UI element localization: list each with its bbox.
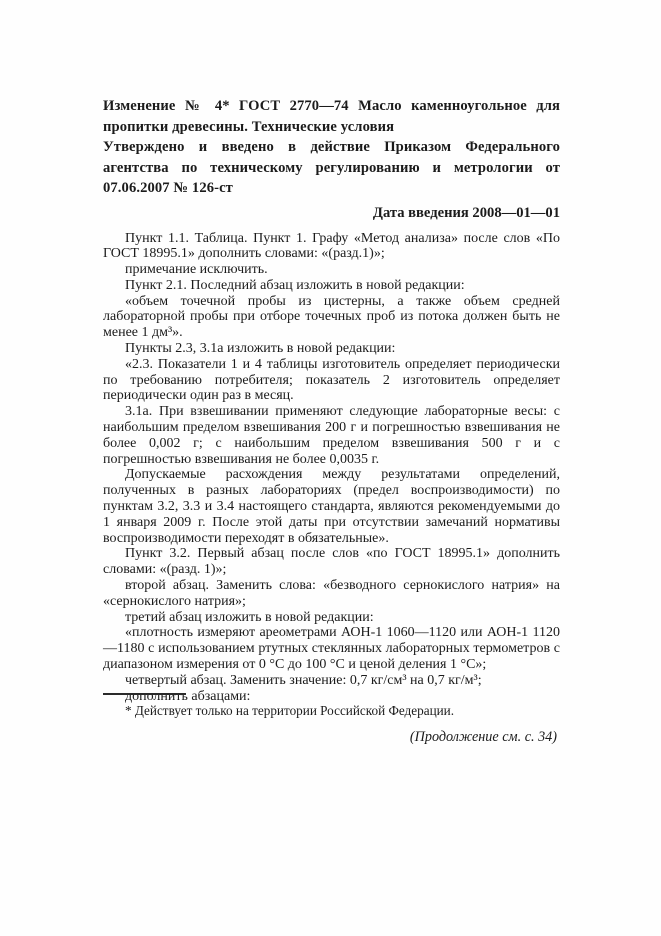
body-paragraph: «плотность измеряют ареометрами АОН-1 1060—1120 или АОН-1 1120—1180 с использованием ртутных стеклянных лабораторных термометров с диапазоном измерения от 0 °С до 100 °С и ценой деления 1 °С»;	[103, 625, 560, 673]
effective-date: Дата введения 2008—01—01	[372, 204, 560, 221]
document-content	[103, 96, 560, 704]
body-paragraph: третий абзац изложить в новой редакции:	[125, 609, 374, 625]
body-paragraph: Пункт 2.1. Последний абзац изложить в новой редакции:	[125, 277, 465, 293]
body-paragraph: «2.3. Показатели 1 и 4 таблицы изготовитель определяет периодически по требованию потребителя; показатель 2 изготовитель определяет периодически один раз в месяц.	[103, 356, 560, 404]
body-paragraph: примечание исключить.	[125, 262, 268, 278]
amendment-title: Изменение № 4* ГОСТ 2770—74 Масло каменноугольное для пропитки древесины. Технические условия	[103, 98, 560, 135]
footnote-text: * Действует только на территории Российской Федерации.	[125, 703, 455, 718]
body-paragraph: «объем точечной пробы из цистерны, а также объем средней лабораторной пробы при отборе точечных проб из потока должен быть не менее 1 дм³».	[103, 293, 560, 341]
body-paragraph: Пункт 3.2. Первый абзац после слов «по ГОСТ 18995.1» дополнить словами: «(разд. 1)»;	[103, 546, 560, 578]
body-paragraph: 3.1а. При взвешивании применяют следующие лабораторные весы: с наибольшим пределом взвешивания 200 г и погрешностью взвешивания не более 0,002 г; с наибольшим пределом взвешивания 500 г и с погрешностью взвешивания не более 0,0035 г.	[103, 404, 560, 467]
document-body	[103, 231, 560, 705]
body-paragraph: дополнить абзацами:	[125, 688, 251, 704]
approval-statement: Утверждено и введено в действие Приказом Федерального агентства по техническому регулированию и метрологии от 07.06.2007 № 126-ст	[103, 139, 560, 196]
footnote-divider	[103, 693, 186, 695]
body-paragraph: второй абзац. Заменить слова: «безводного сернокислого натрия» на «сернокислого натрия»;	[103, 578, 560, 609]
body-paragraph: четвертый абзац. Заменить значение: 0,7 кг/см³ на 0,7 кг/м³;	[125, 672, 482, 688]
body-paragraph: Пункт 1.1. Таблица. Пункт 1. Графу «Метод анализа» после слов «По ГОСТ 18995.1» дополнить словами: «(разд.1)»;	[103, 230, 560, 262]
body-paragraph: Пункты 2.3, 3.1а изложить в новой редакции:	[125, 341, 396, 357]
body-paragraph: Допускаемые расхождения между результатами определений, полученных в разных лабораториях (предел воспроизводимости) по пунктам 3.2, 3.3 и 3.4 настоящего стандарта, являются рекомендуемыми до 1 января 2009 г. После этой даты при отсутствии замечаний нормативы воспроизводимости переходят в обязательные».	[103, 467, 560, 546]
continuation-note: (Продолжение см. с. 34)	[409, 729, 557, 745]
